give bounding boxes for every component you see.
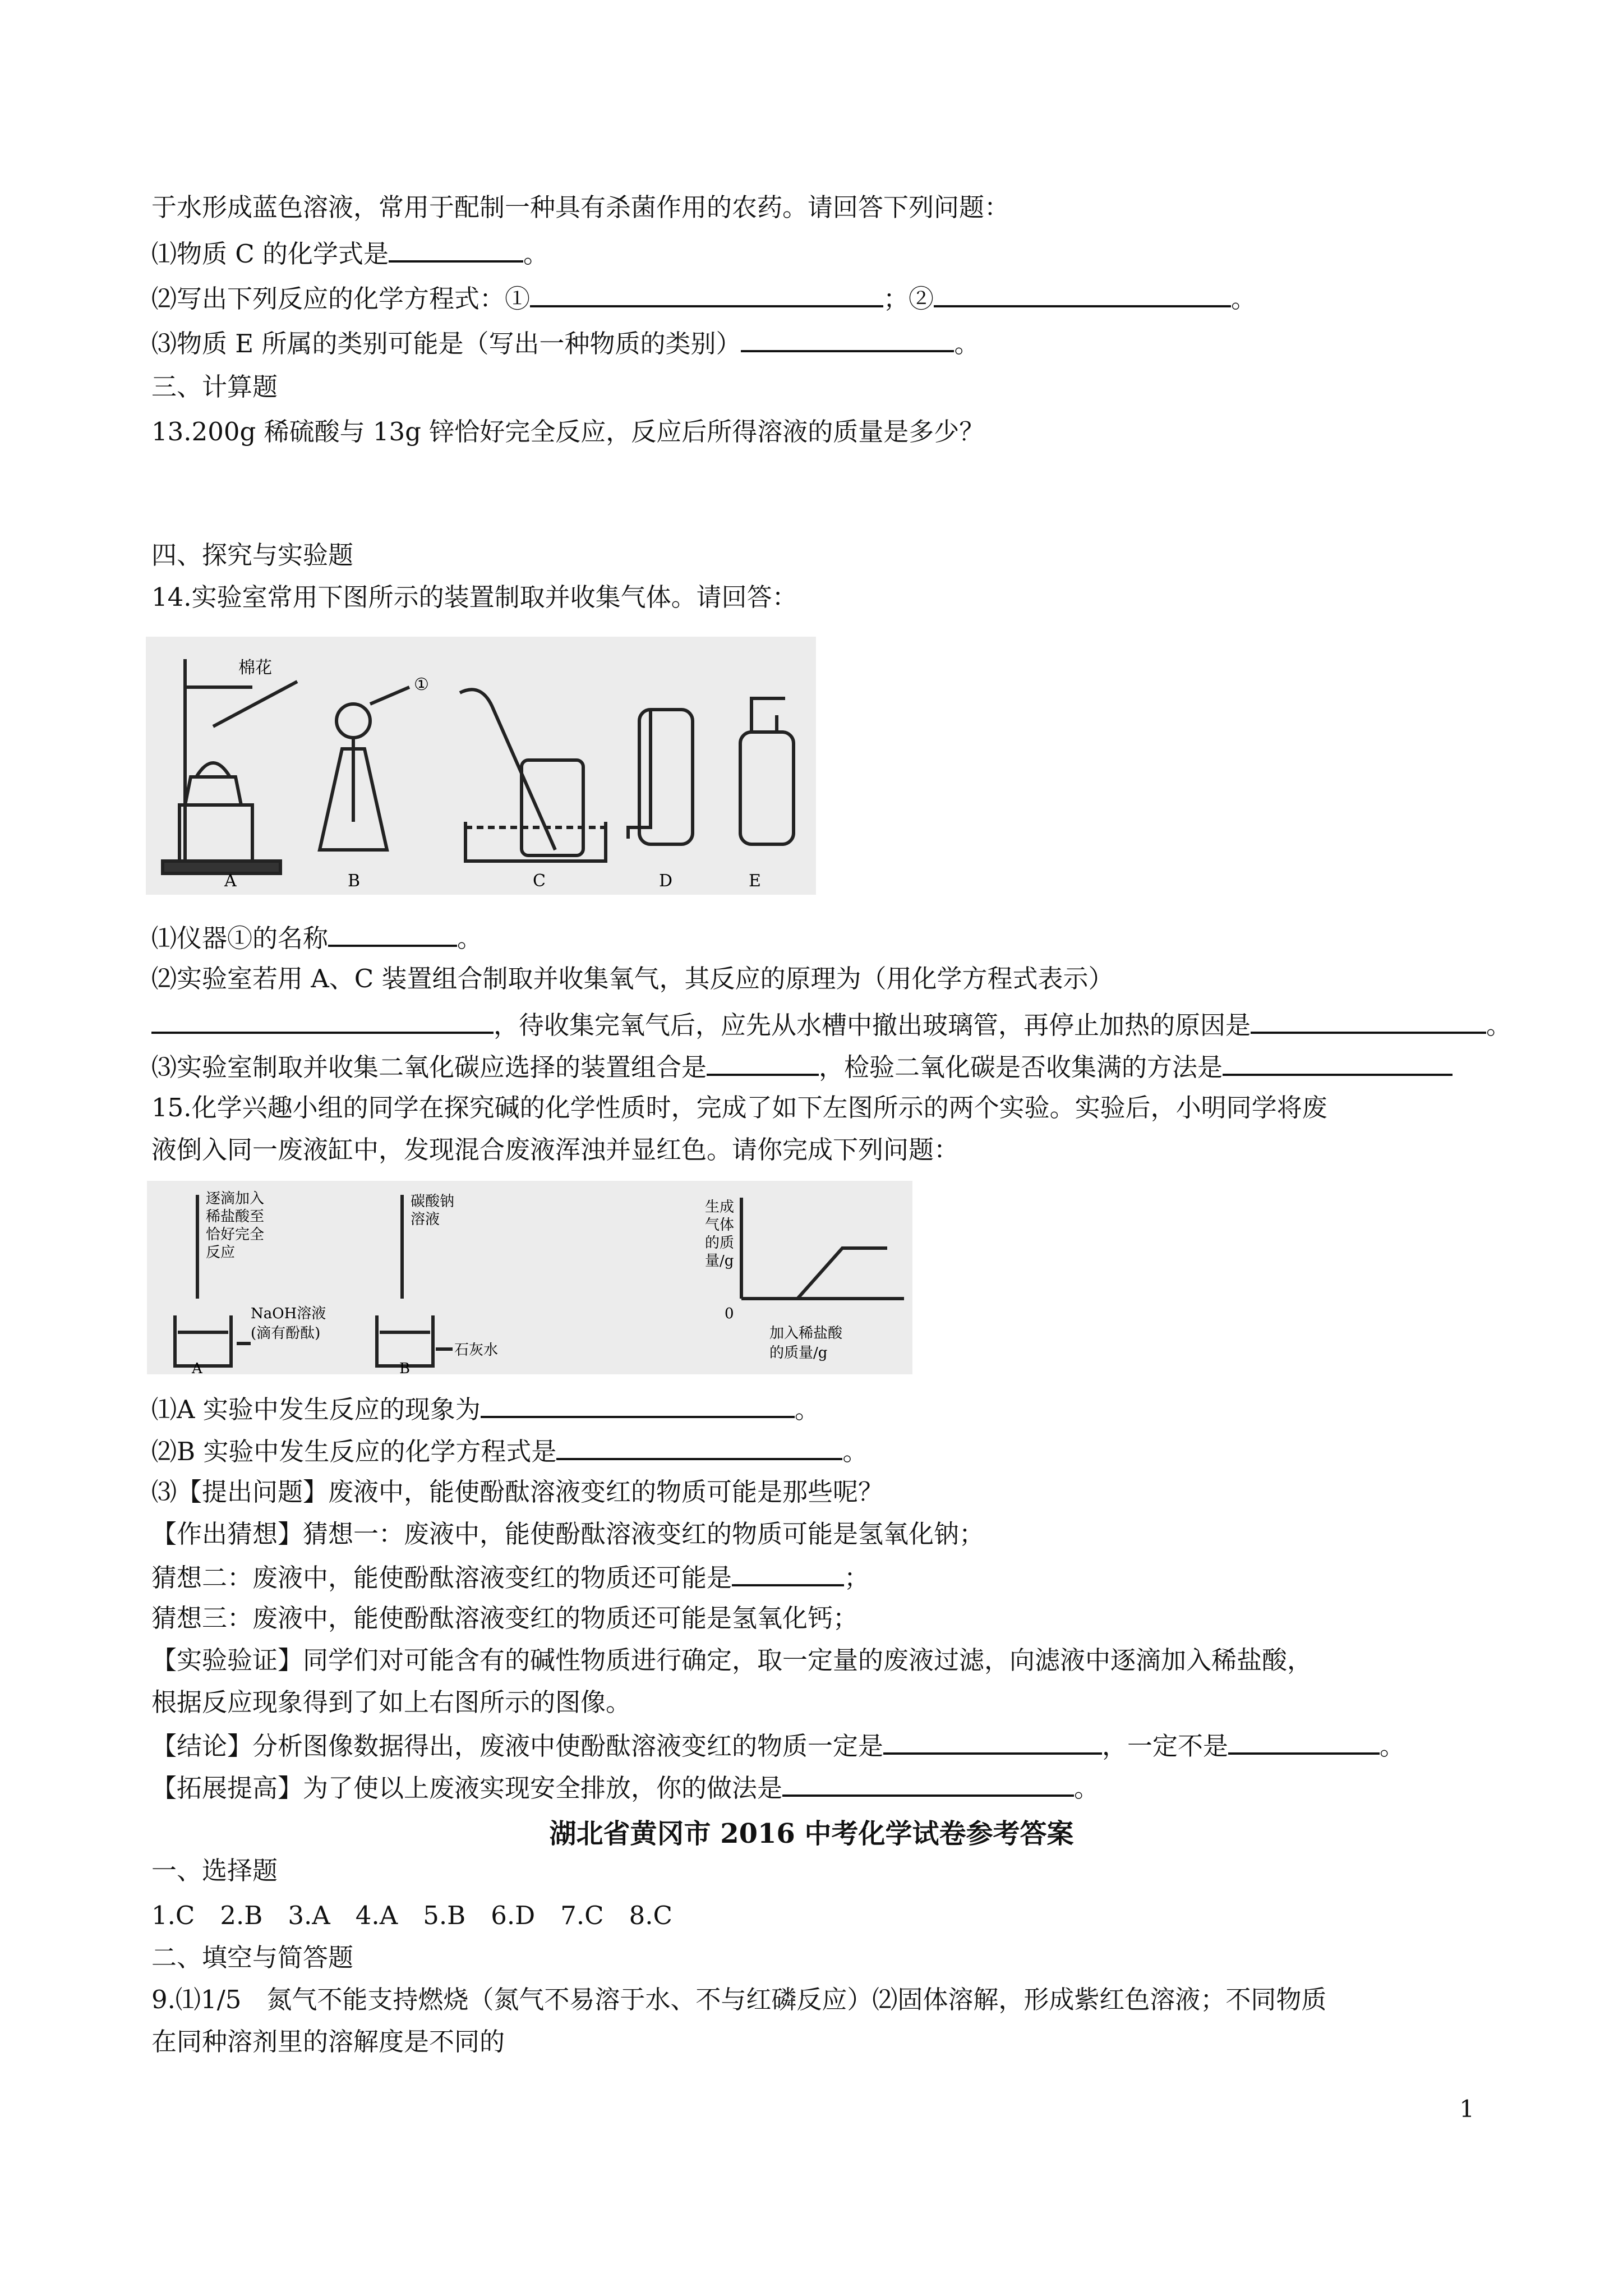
apparatus-label: B <box>348 871 361 891</box>
experiment-figure <box>147 1181 912 1374</box>
answer-blank[interactable] <box>741 325 954 352</box>
answer-blank[interactable] <box>1251 1007 1486 1034</box>
figure-label: 稀盐酸至 <box>206 1208 265 1225</box>
answer-blank[interactable] <box>481 1391 795 1418</box>
answer-9-cont: 在同种溶剂里的溶解度是不同的 <box>151 2027 505 2056</box>
question-15-2: ⑵B 实验中发生反应的化学方程式是 。 <box>151 1433 868 1469</box>
guess-2: 猜想二：废液中，能使酚酞溶液变红的物质还可能是 ； <box>151 1559 869 1595</box>
answer-title: 湖北省黄冈市 2016 中考化学试卷参考答案 <box>549 1818 1074 1849</box>
question-13: 13.200g 稀硫酸与 13g 锌恰好完全反应，反应后所得溶液的质量是多少？ <box>151 417 985 447</box>
apparatus-label: D <box>659 871 673 891</box>
question-15-1: ⑴A 实验中发生反应的现象为 。 <box>151 1391 820 1427</box>
answer-blank[interactable] <box>530 280 883 307</box>
answer-blank[interactable] <box>782 1770 1074 1797</box>
answer-9: 9.⑴1/5 氮气不能支持燃烧（氮气不易溶于水、不与红磷反应）⑵固体溶解，形成紫红色溶液；不同物质 <box>151 1985 1327 2014</box>
cotton-label: 棉花 <box>238 658 272 678</box>
question-15-3: ⑶【提出问题】废液中，能使酚酞溶液变红的物质可能是那些呢？ <box>151 1477 884 1507</box>
graph-origin: 0 <box>725 1305 734 1322</box>
question-12-3: ⑶物质 E 所属的类别可能是（写出一种物质的类别） 。 <box>151 325 979 361</box>
extension: 【拓展提高】为了使以上废液实现安全排放，你的做法是 。 <box>151 1770 1099 1805</box>
figure-label: NaOH溶液 <box>251 1305 326 1322</box>
page-number: 1 <box>1459 2095 1474 2123</box>
apparatus-figure <box>146 637 816 895</box>
answer-blank[interactable] <box>732 1559 844 1586</box>
answer-blank[interactable] <box>1228 1728 1380 1755</box>
apparatus-label: E <box>749 871 761 891</box>
answer-blank[interactable] <box>556 1433 842 1460</box>
question-14-1: ⑴仪器①的名称 。 <box>151 920 482 955</box>
graph-y-label: 的质 <box>705 1235 735 1251</box>
graph-y-label: 气体 <box>705 1217 735 1234</box>
figure-label: 恰好完全 <box>206 1226 265 1243</box>
figure-label: 碳酸钠 <box>411 1193 455 1210</box>
guess-1: 【作出猜想】猜想一：废液中，能使酚酞溶液变红的物质可能是氢氧化钠； <box>151 1519 985 1549</box>
question-14-3: ⑶实验室制取并收集二氧化碳应选择的装置组合是 ，检验二氧化碳是否收集满的方法是 <box>151 1049 1453 1084</box>
answer-blank[interactable] <box>707 1049 819 1076</box>
verification-cont: 根据反应现象得到了如上右图所示的图像。 <box>151 1687 631 1717</box>
graph-x-label: 的质量/g <box>769 1345 828 1361</box>
question-14-2: ⑵实验室若用 A、C 装置组合制取并收集氧气，其反应的原理为（用化学方程式表示） <box>151 964 1114 993</box>
answer-blank[interactable] <box>389 236 523 263</box>
instrument-1-label: ① <box>414 675 429 694</box>
question-12-2: ⑵写出下列反应的化学方程式：① ；② 。 <box>151 280 1256 316</box>
section-heading: 一、选择题 <box>151 1856 278 1885</box>
question-15: 15.化学兴趣小组的同学在探究碱的化学性质时，完成了如下左图所示的两个实验。实验后，小明同学将废 <box>151 1093 1327 1122</box>
figure-label: 溶液 <box>411 1211 440 1228</box>
graph-y-label: 量/g <box>705 1253 734 1269</box>
guess-3: 猜想三：废液中，能使酚酞溶液变红的物质还可能是氢氧化钙； <box>151 1603 859 1633</box>
answer-blank[interactable] <box>1223 1049 1453 1076</box>
figure-label: 石灰水 <box>454 1342 499 1359</box>
figure-label: (滴有酚酞) <box>251 1325 321 1342</box>
text-line: 于水形成蓝色溶液，常用于配制一种具有杀菌作用的农药。请回答下列问题： <box>151 192 1010 222</box>
apparatus-label: C <box>533 871 546 891</box>
answer-blank[interactable] <box>151 1007 494 1034</box>
answer-blank[interactable] <box>934 280 1231 307</box>
graph-y-label: 生成 <box>705 1199 735 1216</box>
figure-label: 逐滴加入 <box>206 1190 265 1207</box>
apparatus-label: A <box>224 871 237 891</box>
section-heading: 二、填空与简答题 <box>151 1943 354 1972</box>
question-12-1: ⑴物质 C 的化学式是 。 <box>151 236 548 271</box>
section-heading: 四、探究与实验题 <box>151 540 354 570</box>
question-14-2-cont: ，待收集完氧气后，应先从水槽中撤出玻璃管，再停止加热的原因是 。 <box>151 1007 1511 1042</box>
answer-blank[interactable] <box>883 1728 1102 1755</box>
question-14: 14.实验室常用下图所示的装置制取并收集气体。请回答： <box>151 582 797 612</box>
figure-label: A <box>192 1360 202 1374</box>
graph-x-label: 加入稀盐酸 <box>769 1325 843 1342</box>
figure-label: 反应 <box>206 1244 236 1261</box>
choice-answers: 1.C 2.B 3.A 4.A 5.B 6.D 7.C 8.C <box>151 1901 672 1930</box>
conclusion: 【结论】分析图像数据得出，废液中使酚酞溶液变红的物质一定是 ，一定不是 。 <box>151 1728 1405 1763</box>
section-heading: 三、计算题 <box>151 372 278 402</box>
figure-label: B <box>399 1360 411 1374</box>
question-15-cont: 液倒入同一废液缸中，发现混合废液浑浊并显红色。请你完成下列问题： <box>151 1135 960 1165</box>
verification: 【实验验证】同学们对可能含有的碱性物质进行确定，取一定量的废液过滤，向滤液中逐滴加入稀盐酸， <box>151 1645 1313 1675</box>
answer-blank[interactable] <box>328 920 457 947</box>
